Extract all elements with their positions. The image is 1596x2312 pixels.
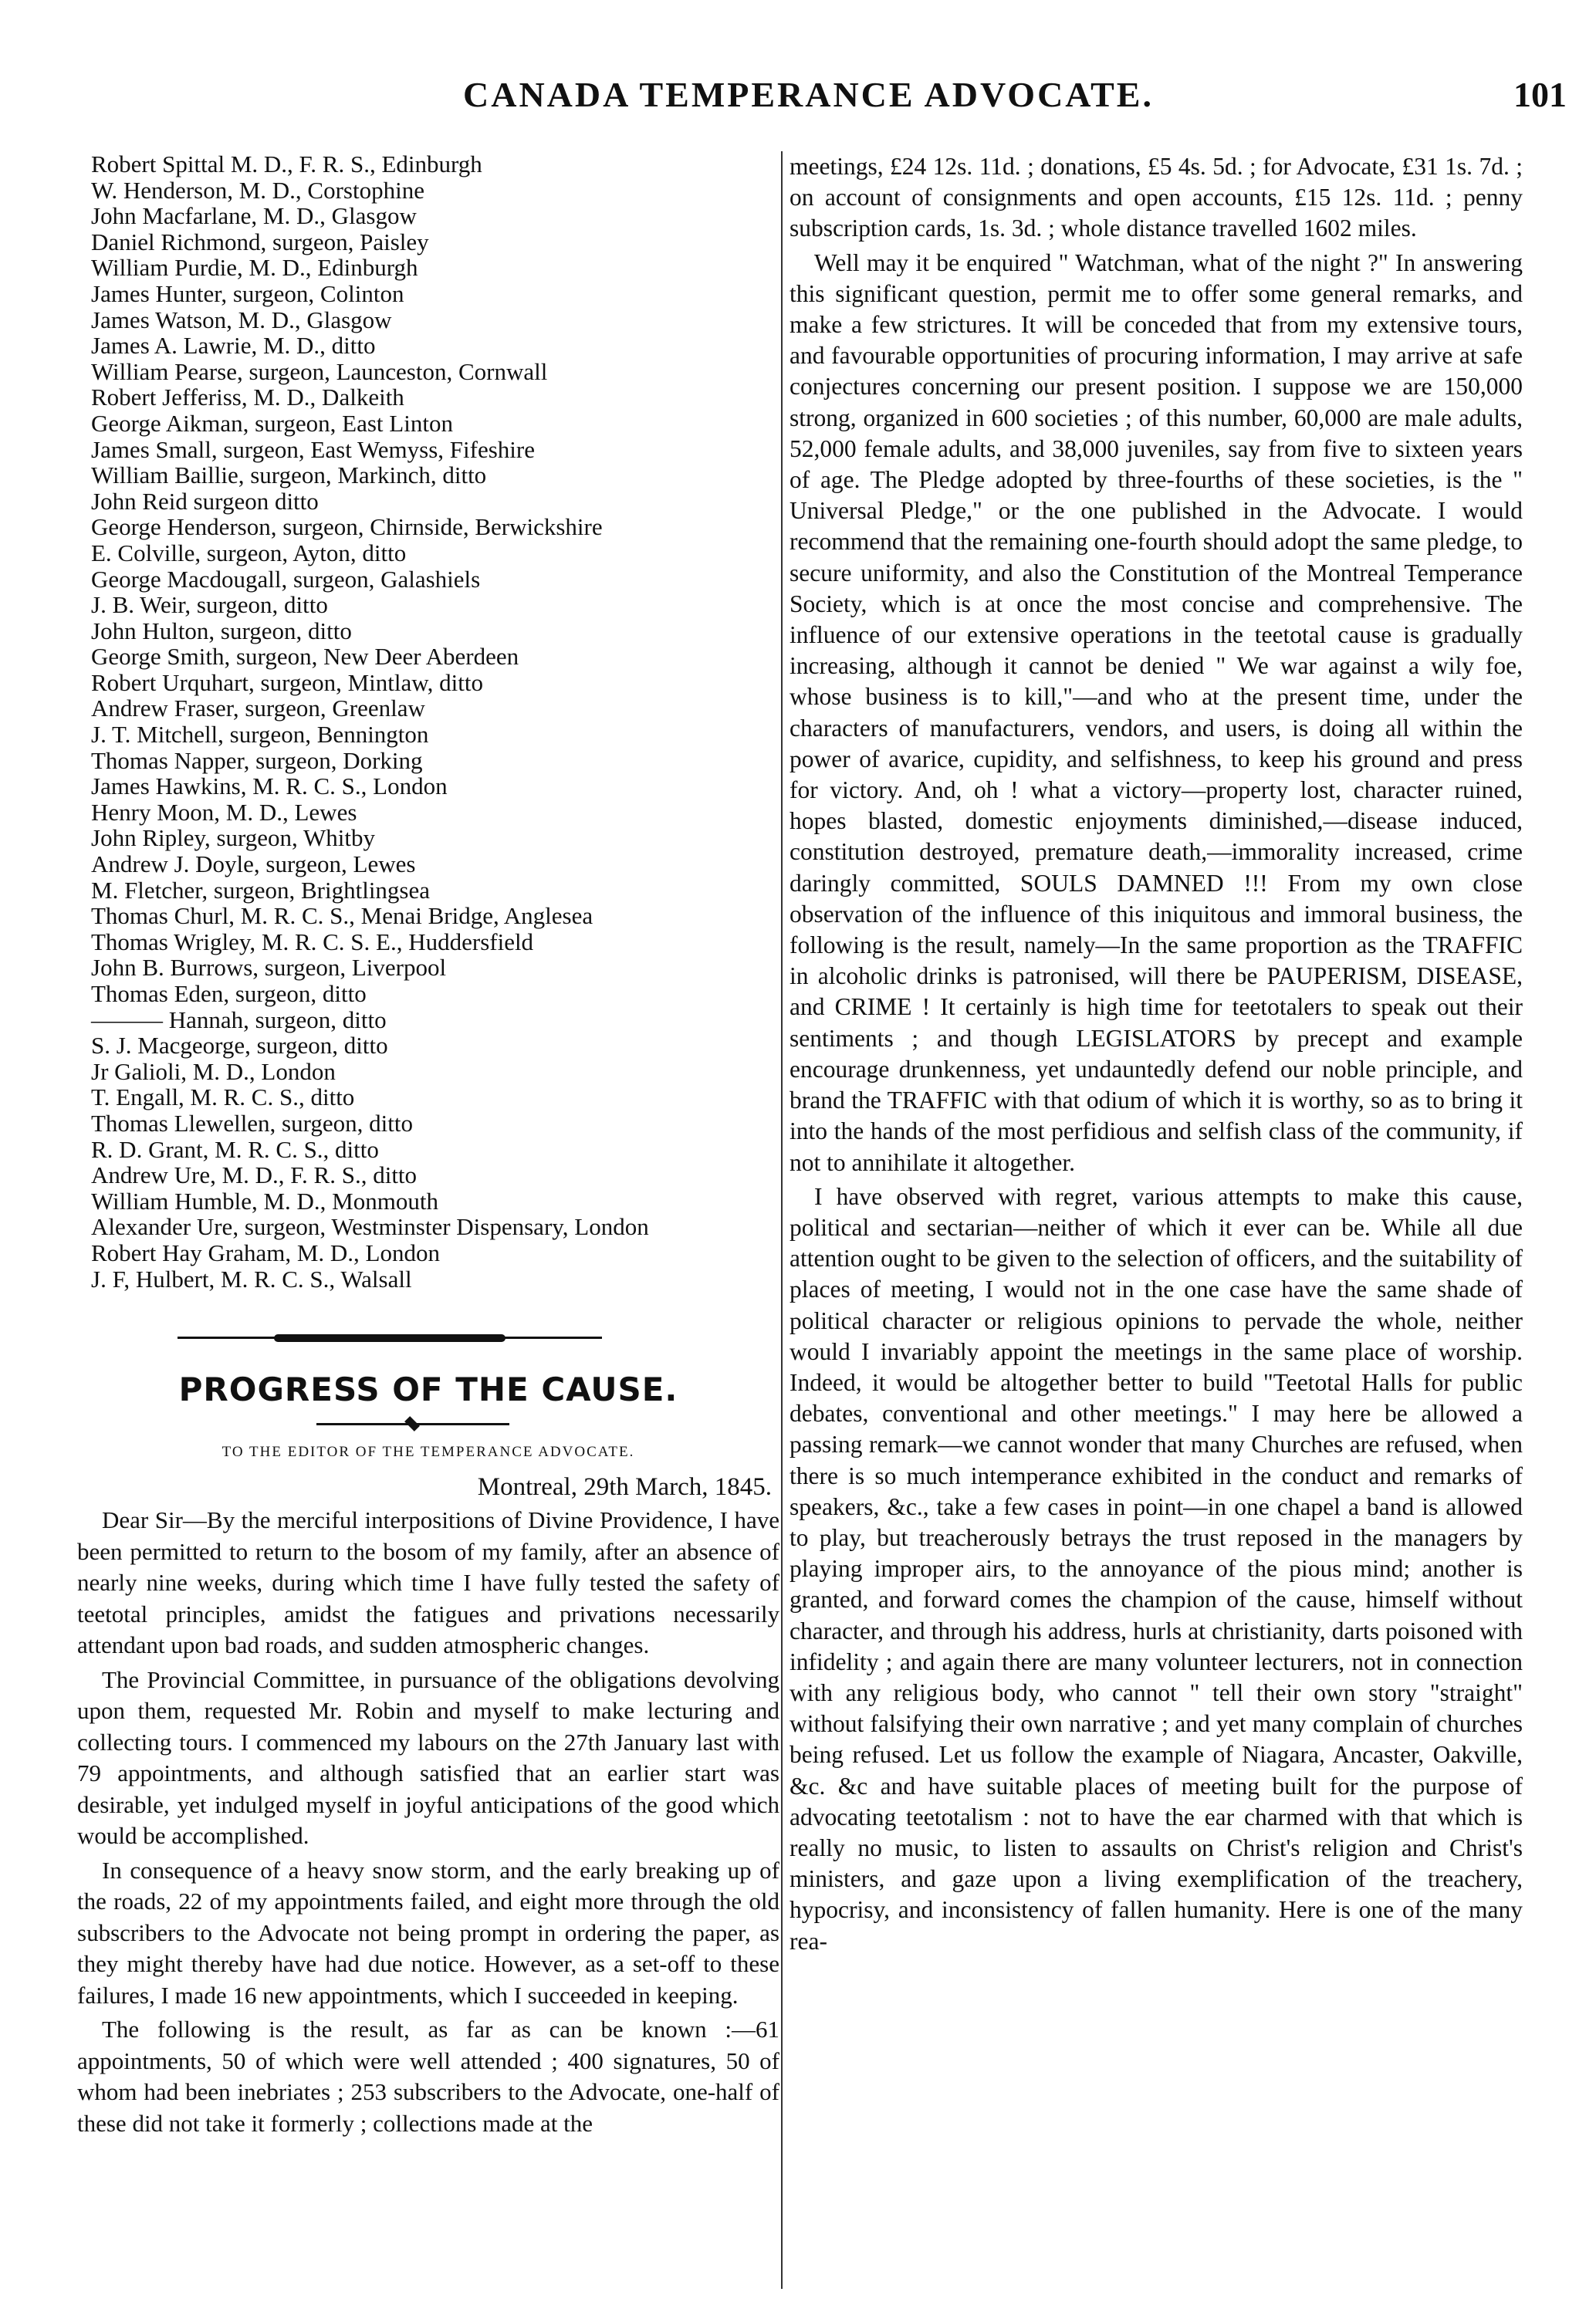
- page-number: 101: [1513, 75, 1567, 114]
- signatory-name: James Hunter, surgeon, Colinton: [91, 279, 404, 307]
- signatory-name: Andrew J. Doyle, surgeon, Lewes: [91, 850, 416, 878]
- signatory-name: Andrew Ure, M. D., F. R. S., ditto: [91, 1161, 418, 1189]
- signatory-name: John B. Burrows, surgeon, Liverpool: [91, 954, 447, 982]
- signatory-name: Alexander Ure, surgeon, Westminster Dispensary, London: [91, 1213, 649, 1241]
- signatory-name: Robert Jefferiss, M. D., Dalkeith: [91, 384, 404, 411]
- letter-addressee: TO THE EDITOR OF THE TEMPERANCE ADVOCATE.: [221, 1444, 635, 1461]
- signatory-name: T. Engall, M. R. C. S., ditto: [91, 1083, 355, 1111]
- signatory-name: R. D. Grant, M. R. C. S., ditto: [91, 1135, 379, 1163]
- signatory-name: Henry Moon, M. D., Lewes: [91, 798, 357, 826]
- journal-title: CANADA TEMPERANCE ADVOCATE.: [463, 75, 1154, 114]
- signatory-name: Robert Urquhart, surgeon, Mintlaw, ditto: [91, 668, 483, 696]
- signatory-name: John Reid surgeon ditto: [91, 487, 319, 515]
- signatory-name: William Purdie, M. D., Edinburgh: [91, 254, 418, 282]
- ornament-diamond: [404, 1416, 420, 1431]
- signatory-name: William Pearse, surgeon, Launceston, Cornwall: [91, 357, 548, 385]
- signatory-name: J. B. Weir, surgeon, ditto: [91, 591, 328, 619]
- signatory-name: Thomas Wrigley, M. R. C. S. E., Huddersfield: [91, 928, 534, 955]
- signatory-name: William Baillie, surgeon, Markinch, ditto: [91, 461, 487, 489]
- signatory-name: George Aikman, surgeon, East Linton: [91, 409, 453, 437]
- signatory-name: ——— Hannah, surgeon, ditto: [91, 1006, 387, 1033]
- body-paragraph: I have observed with regret, various attempts to make this cause, political and sectarian—neither of which it ever can be. While all due attention ought to be given to the selection of officers, and the suitability of places of meeting, I would not in the one case have the same shade of political character or religious opinions to pervade the whole, neither would I invariably appoint the meetings in the same place of worship. Indeed, it would be altogether better to build "Teetotal Halls for public debates, conventional and other meetings." I may here be allowed a passing remark—we cannot wonder that many Churches are refused, when there is so much intemperance exhibited in the conduct and remarks of speakers, &c., take a few cases in point—in one chapel a band is allowed to play, but treacherously betrays the trust reposed in the managers by playing improper airs, to the annoyance of the pious mind; another is granted, and forward comes the champion of the cause, himself without character, and through his address, hurls at christianity, darts poisoned with infidelity ; and again there are many volunteer lecturers, not in connection with any religious body, who cannot " tell their own story "straight" without falsifying their own narrative ; and yet many complain of churches being refused. Let us follow the example of Niagara, Ancaster, Oakville, &c. &c and have suitable places of meeting built for the purpose of advocating teetotalism : not to have the ear charmed with that which is really no music, to listen to assaults on Christ's religion and Christ's ministers, and gaze upon a living exemplification of the treachery, hypocrisy, and inconsistency of fallen humanity. Here is one of the many rea-: [790, 1182, 1523, 1955]
- divider-swell: [274, 1334, 506, 1342]
- signatory-name: George Smith, surgeon, New Deer Aberdeen: [91, 643, 519, 671]
- signatory-list: [77, 151, 779, 1292]
- signatory-name: E. Colville, surgeon, Ayton, ditto: [91, 539, 407, 566]
- right-column: [790, 151, 1523, 2289]
- signatory-name: Robert Hay Graham, M. D., London: [91, 1239, 440, 1266]
- left-column: [77, 151, 779, 2289]
- page-header: [46, 0, 1571, 123]
- body-paragraph: Dear Sir—By the merciful interpositions of Divine Providence, I have been permitted to return to the bosom of my family, after an absence of nearly nine weeks, during which time I have fully tested the safety of teetotal principles, amidst the fatigues and privations necessarily attendant upon bad roads, and sudden atmospheric changes.: [77, 1506, 779, 1659]
- signatory-name: James Hawkins, M. R. C. S., London: [91, 772, 448, 800]
- signatory-name: J. T. Mitchell, surgeon, Bennington: [91, 721, 429, 749]
- signatory-name: John Ripley, surgeon, Whitby: [91, 824, 375, 852]
- body-paragraph: The Provincial Committee, in pursuance of the obligations devolving upon them, requested Mr. Robin and myself to make lecturing and collecting tours. I commenced my labours on the 27th January last with 79 appointments, and although satisfied that an earlier start was desirable, yet indulged myself in joyful anticipations of the good which would be accomplished.: [77, 1665, 779, 1850]
- signatory-name: Jr Galioli, M. D., London: [91, 1057, 336, 1085]
- signatory-name: John Macfarlane, M. D., Glasgow: [91, 202, 417, 230]
- signatory-name: Thomas Churl, M. R. C. S., Menai Bridge, Anglesea: [91, 902, 593, 930]
- signatory-name: James A. Lawrie, M. D., ditto: [91, 332, 376, 360]
- signatory-name: Thomas Llewellen, surgeon, ditto: [91, 1109, 413, 1137]
- section-divider: [77, 1329, 779, 1347]
- signatory-name: S. J. Macgeorge, surgeon, ditto: [91, 1032, 388, 1060]
- signatory-name: William Humble, M. D., Monmouth: [91, 1187, 438, 1215]
- signatory-name: Thomas Eden, surgeon, ditto: [91, 980, 367, 1007]
- signatory-name: Daniel Richmond, surgeon, Paisley: [91, 228, 429, 255]
- signatory-name: John Hulton, surgeon, ditto: [91, 617, 352, 644]
- section-title: PROGRESS OF THE CAUSE.: [178, 1371, 678, 1409]
- signatory-name: George Henderson, surgeon, Chirnside, Berwickshire: [91, 513, 603, 541]
- letter-dateline: Montreal, 29th March, 1845.: [477, 1473, 772, 1502]
- body-paragraph: The following is the result, as far as can be known :—61 appointments, 50 of which were well attended ; 400 signatures, 50 of whom had been inebriates ; 253 subscribers to the Advocate, one-half of these did not take it formerly ; collections made at the: [77, 2016, 779, 2137]
- signatory-name: James Watson, M. D., Glasgow: [91, 306, 392, 333]
- body-paragraph: Well may it be enquired " Watchman, what of the night ?" In answering this significant question, permit me to offer some general remarks, and make a few strictures. It will be conceded that from my extensive tours, and favourable opportunities of procuring information, I may arrive at safe conjectures concerning our present position. I suppose we are 150,000 strong, organized in 600 societies ; of this number, 60,000 are male adults, 52,000 female adults, and 38,000 juveniles, say from five to sixteen years of age. The Pledge adopted by three-fourths of these societies, is the " Universal Pledge," or the one published in the Advocate. I would recommend that the remaining one-fourth should adopt the same pledge, to secure uniformity, and also the Constitution of the Montreal Temperance Society, which is at once the most concise and comprehensive. The influence of our extensive operations in the teetotal cause is gradually increasing, although it cannot be denied " We war against a wily foe, whose business is to kill,"—and who at the present time, under the characters of manufacturers, vendors, and users, is doing all within the power of avarice, cupidity, and selfishness, to keep his ground and press for victory. And, oh ! what a victory—property lost, character ruined, hopes blasted, domestic enjoyments diminished,—disease induced, constitution destroyed, premature death,—immorality increased, crime daringly committed, SOULS DAMNED !!! From my own close observation of the influence of this iniquitous and immoral business, the following is the result, namely—In the same proportion as the TRAFFIC in alcoholic drinks is patronised, will there be PAUPERISM, DISEASE, and CRIME ! It certainly is high time for teetotalers to speak out their sentiments ; and though LEGISLATORS by precept and example encourage drunkenness, yet undauntedly defend our noble principle, and brand the TRAFFIC with that odium of which it is worthy, so as to bring it into the hands of the most perfidious and selfish class of the community, if not to annihilate it altogether.: [790, 248, 1523, 1176]
- signatory-name: Andrew Fraser, surgeon, Greenlaw: [91, 695, 425, 722]
- signatory-name: James Small, surgeon, East Wemyss, Fifeshire: [91, 435, 535, 463]
- signatory-name: George Macdougall, surgeon, Galashiels: [91, 565, 481, 593]
- title-ornament: [77, 1418, 779, 1430]
- body-paragraph: meetings, £24 12s. 11d. ; donations, £5 4s. 5d. ; for Advocate, £31 1s. 7d. ; on account of consignments and open accounts, £15 12s. 11d. ; penny subscription cards, 1s. 3d. ; whole distance travelled 1602 miles.: [790, 153, 1523, 242]
- signatory-name: Thomas Napper, surgeon, Dorking: [91, 746, 423, 774]
- signatory-name: W. Henderson, M. D., Corstophine: [91, 176, 424, 204]
- signatory-name: M. Fletcher, surgeon, Brightlingsea: [91, 876, 431, 904]
- column-rule: [781, 151, 783, 2289]
- signatory-name: J. F, Hulbert, M. R. C. S., Walsall: [91, 1265, 412, 1293]
- body-paragraph: In consequence of a heavy snow storm, and the early breaking up of the roads, 22 of my appointments failed, and eight more through the old subscribers to the Advocate not being prompt in ordering the paper, as they might thereby have had due notice. However, as a set-off to these failures, I made 16 new appointments, which I succeeded in keeping.: [77, 1856, 779, 2009]
- signatory-name: Robert Spittal M. D., F. R. S., Edinburgh: [91, 150, 482, 177]
